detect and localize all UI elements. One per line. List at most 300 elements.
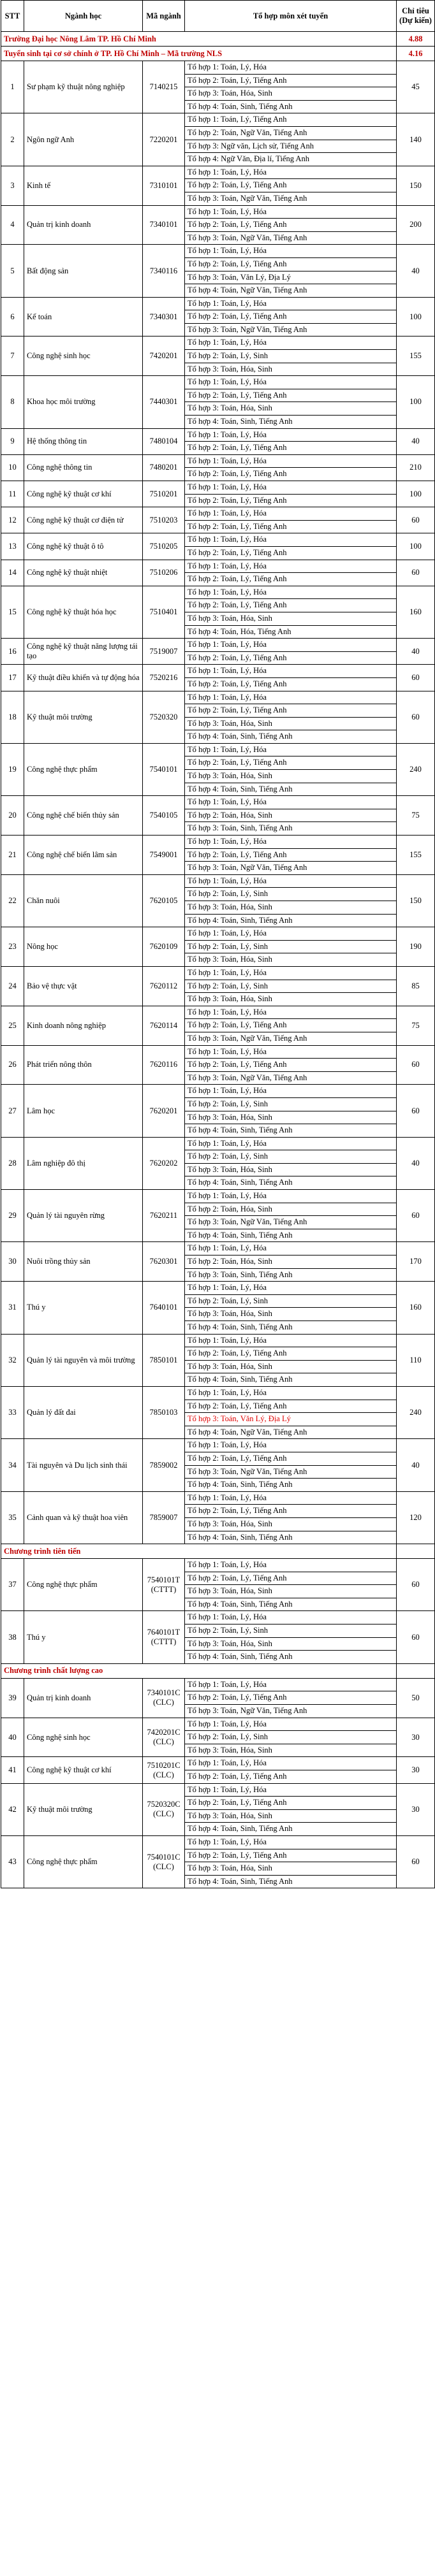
combo-item: Tổ hợp 1: Toán, Lý, Hóa [188, 1758, 267, 1768]
combo-item: Tổ hợp 4: Toán, Sinh, Tiếng Anh [185, 1373, 396, 1386]
row-quota: 100 [397, 533, 435, 560]
combo-item: Tổ hợp 2: Toán, Lý, Tiếng Anh [185, 218, 396, 231]
row-quota: 60 [397, 1559, 435, 1611]
row-quota: 120 [397, 1491, 435, 1544]
row-quota: 40 [397, 639, 435, 665]
row-code: 7859007 [143, 1491, 185, 1544]
row-code: 7620301 [143, 1242, 185, 1282]
row-quota: 60 [397, 1835, 435, 1888]
row-major: Công nghệ chế biến thủy sản [24, 796, 143, 836]
section-label: Trường Đại học Nông Lâm TP. Hồ Chí Minh [1, 32, 397, 47]
row-major: Công nghệ thực phẩm [24, 1559, 143, 1611]
combo-item: Tổ hợp 3: Toán, Hóa, Sinh [185, 612, 396, 625]
combo-item: Tổ hợp 1: Toán, Lý, Hóa [188, 1719, 267, 1728]
combo-item: Tổ hợp 1: Toán, Lý, Hóa [188, 1440, 267, 1450]
row-code: 7220201 [143, 113, 185, 166]
combo-item: Tổ hợp 2: Toán, Lý, Sinh [185, 1097, 396, 1111]
combo-item: Tổ hợp 1: Toán, Lý, Hóa [188, 482, 267, 491]
row-major: Lâm nghiệp đô thị [24, 1137, 143, 1189]
combo-item: Tổ hợp 3: Toán, Ngữ Văn, Tiếng Anh [185, 1215, 396, 1229]
combo-item: Tổ hợp 3: Toán, Hóa, Sinh [185, 769, 396, 783]
table-row [1, 297, 435, 336]
table-row [1, 586, 435, 638]
row-quota: 30 [397, 1783, 435, 1835]
combo-item: Tổ hợp 2: Toán, Lý, Tiếng Anh [185, 572, 396, 586]
row-combos [185, 376, 397, 428]
combo-item: Tổ hợp 2: Toán, Lý, Tiếng Anh [185, 1572, 396, 1585]
row-combos [185, 1190, 397, 1242]
row-combos [185, 507, 397, 533]
combo-item: Tổ hợp 1: Toán, Lý, Hóa [188, 1243, 267, 1253]
row-major: Thú y [24, 1611, 143, 1663]
row-stt: 8 [1, 376, 24, 428]
table-row [1, 1282, 435, 1334]
row-code: 7310101 [143, 166, 185, 205]
combo-item: Tổ hợp 1: Toán, Lý, Hóa [188, 1138, 267, 1148]
combo-item: Tổ hợp 3: Toán, Ngữ Văn, Tiếng Anh [185, 1032, 396, 1045]
combo-item: Tổ hợp 1: Toán, Lý, Hóa [188, 797, 267, 807]
table-row [1, 245, 435, 297]
row-combos [185, 1386, 397, 1438]
combo-item: Tổ hợp 2: Toán, Lý, Tiếng Anh [185, 310, 396, 323]
section-row [1, 1663, 435, 1678]
table-row [1, 166, 435, 205]
row-quota: 40 [397, 1439, 435, 1491]
row-stt: 39 [1, 1678, 24, 1718]
combo-item: Tổ hợp 1: Toán, Lý, Hóa [188, 535, 267, 544]
combo-item: Tổ hợp 2: Toán, Lý, Tiếng Anh [185, 74, 396, 87]
row-combos [185, 966, 397, 1006]
row-quota: 60 [397, 507, 435, 533]
combo-item: Tổ hợp 3: Toán, Hóa, Sinh [185, 1862, 396, 1875]
row-major: Kỹ thuật điều khiển và tự động hóa [24, 665, 143, 691]
row-code: 7540101C (CLC) [143, 1835, 185, 1888]
combo-item: Tổ hợp 4: Toán, Sinh, Tiếng Anh [185, 1875, 396, 1888]
combo-item: Tổ hợp 3: Toán, Hóa, Sinh [185, 363, 396, 376]
row-stt: 32 [1, 1334, 24, 1386]
combo-item: Tổ hợp 2: Toán, Lý, Tiếng Anh [185, 1770, 396, 1783]
row-code: 7340116 [143, 245, 185, 297]
table-row [1, 533, 435, 560]
row-code: 7620211 [143, 1190, 185, 1242]
row-quota: 60 [397, 691, 435, 743]
row-combos [185, 796, 397, 836]
row-code: 7520320 [143, 691, 185, 743]
row-combos [185, 1282, 397, 1334]
row-combos [185, 691, 397, 743]
combo-item: Tổ hợp 2: Toán, Lý, Sinh [185, 1150, 396, 1163]
row-stt: 15 [1, 586, 24, 638]
combo-item: Tổ hợp 2: Toán, Lý, Tiếng Anh [185, 389, 396, 402]
row-stt: 11 [1, 481, 24, 507]
combo-item: Tổ hợp 2: Toán, Lý, Tiếng Anh [185, 1400, 396, 1413]
row-quota: 40 [397, 245, 435, 297]
row-combos [185, 1006, 397, 1045]
section-label: Chương trình tiên tiến [1, 1544, 397, 1559]
table-row [1, 507, 435, 533]
row-combos [185, 166, 397, 205]
combo-item: Tổ hợp 1: Toán, Lý, Hóa [188, 1679, 267, 1689]
row-code: 7620109 [143, 927, 185, 967]
row-stt: 7 [1, 336, 24, 376]
combo-item: Tổ hợp 3: Toán, Hóa, Sinh [185, 87, 396, 100]
row-code: 7520320C (CLC) [143, 1783, 185, 1835]
combo-item: Tổ hợp 1: Toán, Lý, Hóa [188, 1387, 267, 1397]
row-code: 7540101T (CTTT) [143, 1559, 185, 1611]
row-quota: 100 [397, 481, 435, 507]
row-quota: 210 [397, 454, 435, 481]
row-code: 7440301 [143, 376, 185, 428]
combo-item: Tổ hợp 2: Toán, Lý, Tiếng Anh [185, 494, 396, 507]
row-major: Công nghệ kỹ thuật ô tô [24, 533, 143, 560]
row-quota: 60 [397, 1190, 435, 1242]
row-combos [185, 454, 397, 481]
row-major: Phát triển nông thôn [24, 1045, 143, 1085]
row-combos [185, 1678, 397, 1718]
combo-item: Tổ hợp 2: Toán, Lý, Tiếng Anh [185, 1504, 396, 1517]
row-quota: 60 [397, 1085, 435, 1137]
combo-item: Tổ hợp 3: Toán, Hóa, Sinh [185, 953, 396, 966]
row-major: Quản trị kinh doanh [24, 1678, 143, 1718]
combo-item: Tổ hợp 1: Toán, Lý, Hóa [188, 1560, 267, 1570]
row-quota: 100 [397, 297, 435, 336]
combo-item: Tổ hợp 3: Toán, Ngữ Văn, Tiếng Anh [185, 1071, 396, 1085]
combo-item: Tổ hợp 1: Toán, Lý, Hóa [188, 561, 267, 570]
combo-item: Tổ hợp 3: Toán, Ngữ Văn, Tiếng Anh [185, 231, 396, 245]
row-combos [185, 1783, 397, 1835]
row-quota: 75 [397, 796, 435, 836]
table-row [1, 61, 435, 113]
row-stt: 40 [1, 1718, 24, 1757]
table-row [1, 874, 435, 927]
admissions-table [1, 0, 435, 1888]
combo-item: Tổ hợp 1: Toán, Lý, Hóa [188, 692, 267, 702]
combo-item: Tổ hợp 2: Toán, Lý, Sinh [185, 1294, 396, 1308]
section-row [1, 47, 435, 61]
row-quota: 60 [397, 1045, 435, 1085]
row-major: Nông học [24, 927, 143, 967]
section-quota [397, 1663, 435, 1678]
combo-item: Tổ hợp 3: Toán, Sinh, Tiếng Anh [185, 1268, 396, 1282]
row-major: Quản trị kinh doanh [24, 205, 143, 245]
row-code: 7480201 [143, 454, 185, 481]
table-row [1, 1559, 435, 1611]
row-stt: 12 [1, 507, 24, 533]
combo-item: Tổ hợp 4: Toán, Ngữ Văn, Tiếng Anh [185, 1426, 396, 1439]
combo-item: Tổ hợp 1: Toán, Lý, Hóa [188, 1046, 267, 1056]
table-row [1, 743, 435, 795]
combo-item: Tổ hợp 3: Toán, Ngữ Văn, Tiếng Anh [185, 323, 396, 336]
combo-item: Tổ hợp 1: Toán, Lý, Hóa [188, 967, 267, 977]
combo-item: Tổ hợp 3: Toán, Văn Lý, Địa Lý [185, 271, 396, 284]
row-quota: 85 [397, 966, 435, 1006]
table-row [1, 639, 435, 665]
row-quota: 100 [397, 376, 435, 428]
row-major: Cảnh quan và kỹ thuật hoa viên [24, 1491, 143, 1544]
combo-item: Tổ hợp 3: Toán, Văn Lý, Địa Lý [185, 1412, 396, 1426]
combo-item: Tổ hợp 3: Toán, Hóa, Sinh [185, 1111, 396, 1124]
table-row [1, 1137, 435, 1189]
combo-item: Tổ hợp 1: Toán, Lý, Hóa [188, 666, 267, 676]
row-stt: 9 [1, 428, 24, 454]
row-stt: 38 [1, 1611, 24, 1663]
combo-item: Tổ hợp 2: Toán, Hóa, Sinh [185, 809, 396, 822]
row-code: 7540101 [143, 743, 185, 795]
row-code: 7620116 [143, 1045, 185, 1085]
combo-item: Tổ hợp 2: Toán, Lý, Sinh [185, 940, 396, 953]
table-row [1, 1835, 435, 1888]
row-combos [185, 1757, 397, 1783]
row-code: 7420201C (CLC) [143, 1718, 185, 1757]
table-row [1, 481, 435, 507]
row-stt: 20 [1, 796, 24, 836]
combo-item: Tổ hợp 1: Toán, Lý, Hóa [188, 338, 267, 347]
row-major: Công nghệ thông tin [24, 454, 143, 481]
combo-item: Tổ hợp 4: Toán, Sinh, Tiếng Anh [185, 730, 396, 743]
row-code: 7640101 [143, 1282, 185, 1334]
row-stt: 22 [1, 874, 24, 927]
combo-item: Tổ hợp 4: Toán, Sinh, Tiếng Anh [185, 1478, 396, 1491]
row-quota: 40 [397, 1137, 435, 1189]
combo-item: Tổ hợp 4: Toán, Hóa, Tiếng Anh [185, 625, 396, 639]
row-combos [185, 205, 397, 245]
row-combos [185, 1085, 397, 1137]
row-stt: 37 [1, 1559, 24, 1611]
combo-item: Tổ hợp 2: Toán, Lý, Tiếng Anh [185, 257, 396, 271]
section-row [1, 1544, 435, 1559]
table-row [1, 1439, 435, 1491]
combo-item: Tổ hợp 1: Toán, Lý, Hóa [188, 456, 267, 465]
row-major: Công nghệ thực phẩm [24, 743, 143, 795]
table-row [1, 796, 435, 836]
table-row [1, 454, 435, 481]
table-row [1, 113, 435, 166]
row-major: Công nghệ sinh học [24, 336, 143, 376]
header-major: Ngành học [24, 1, 143, 32]
row-combos [185, 665, 397, 691]
row-combos [185, 245, 397, 297]
combo-item: Tổ hợp 3: Toán, Hóa, Sinh [185, 1584, 396, 1598]
row-code: 7340101C (CLC) [143, 1678, 185, 1718]
row-major: Kỹ thuật môi trường [24, 691, 143, 743]
combo-item: Tổ hợp 1: Toán, Lý, Hóa [188, 509, 267, 518]
combo-item: Tổ hợp 4: Toán, Sinh, Tiếng Anh [185, 1598, 396, 1611]
table-row [1, 1678, 435, 1718]
table-row [1, 927, 435, 967]
combo-item: Tổ hợp 2: Toán, Lý, Tiếng Anh [185, 441, 396, 454]
row-quota: 140 [397, 113, 435, 166]
row-stt: 1 [1, 61, 24, 113]
row-stt: 3 [1, 166, 24, 205]
combo-item: Tổ hợp 3: Toán, Hóa, Sinh [185, 1517, 396, 1531]
combo-item: Tổ hợp 1: Toán, Lý, Hóa [188, 744, 267, 754]
combo-item: Tổ hợp 1: Toán, Lý, Hóa [188, 1007, 267, 1017]
row-code: 7510401 [143, 586, 185, 638]
row-quota: 30 [397, 1757, 435, 1783]
combo-item: Tổ hợp 3: Toán, Hóa, Sinh [185, 992, 396, 1006]
combo-item: Tổ hợp 4: Toán, Sinh, Tiếng Anh [185, 1124, 396, 1137]
table-row [1, 1491, 435, 1544]
row-quota: 30 [397, 1718, 435, 1757]
row-code: 7480104 [143, 428, 185, 454]
row-combos [185, 113, 397, 166]
combo-item: Tổ hợp 2: Toán, Lý, Tiếng Anh [185, 677, 396, 691]
row-code: 7340301 [143, 297, 185, 336]
combo-item: Tổ hợp 3: Toán, Hóa, Sinh [185, 402, 396, 415]
row-code: 7850101 [143, 1334, 185, 1386]
table-row [1, 205, 435, 245]
section-row [1, 32, 435, 47]
combo-item: Tổ hợp 1: Toán, Lý, Hóa [188, 1086, 267, 1096]
row-combos [185, 1491, 397, 1544]
row-code: 7620112 [143, 966, 185, 1006]
row-combos [185, 1137, 397, 1189]
combo-item: Tổ hợp 3: Toán, Hóa, Sinh [185, 1307, 396, 1321]
row-quota: 75 [397, 1006, 435, 1045]
row-major: Kế toán [24, 297, 143, 336]
row-quota: 60 [397, 560, 435, 586]
row-quota: 150 [397, 874, 435, 927]
row-major: Nuôi trồng thủy sản [24, 1242, 143, 1282]
row-code: 7510203 [143, 507, 185, 533]
combo-item: Tổ hợp 2: Toán, Lý, Tiếng Anh [185, 546, 396, 560]
combo-item: Tổ hợp 2: Toán, Lý, Sinh [185, 1730, 396, 1744]
row-code: 7510206 [143, 560, 185, 586]
row-combos [185, 1559, 397, 1611]
table-row [1, 1242, 435, 1282]
combo-item: Tổ hợp 1: Toán, Lý, Hóa [188, 246, 267, 256]
combo-item: Tổ hợp 1: Toán, Lý, Hóa [188, 1191, 267, 1201]
combo-item: Tổ hợp 1: Toán, Lý, Hóa [188, 929, 267, 938]
combo-item: Tổ hợp 4: Toán, Sinh, Tiếng Anh [185, 1822, 396, 1835]
combo-item: Tổ hợp 3: Toán, Hóa, Sinh [185, 717, 396, 730]
row-major: Thú y [24, 1282, 143, 1334]
combo-item: Tổ hợp 2: Toán, Lý, Tiếng Anh [185, 598, 396, 612]
combo-item: Tổ hợp 4: Toán, Sinh, Tiếng Anh [185, 415, 396, 428]
section-quota: 4.16 [397, 47, 435, 61]
row-major: Ngôn ngữ Anh [24, 113, 143, 166]
row-code: 7519007 [143, 639, 185, 665]
row-quota: 150 [397, 166, 435, 205]
row-combos [185, 874, 397, 927]
combo-item: Tổ hợp 2: Toán, Lý, Sinh [185, 1624, 396, 1637]
table-row [1, 836, 435, 875]
row-combos [185, 428, 397, 454]
row-combos [185, 927, 397, 967]
row-quota: 60 [397, 665, 435, 691]
row-quota: 45 [397, 61, 435, 113]
header-stt: STT [1, 1, 24, 32]
combo-item: Tổ hợp 2: Toán, Lý, Sinh [185, 980, 396, 993]
row-quota: 190 [397, 927, 435, 967]
combo-item: Tổ hợp 1: Toán, Lý, Tiếng Anh [188, 115, 287, 124]
table-row [1, 1085, 435, 1137]
combo-item: Tổ hợp 3: Ngữ văn, Lịch sử, Tiếng Anh [185, 140, 396, 153]
row-combos [185, 1045, 397, 1085]
row-major: Quản lý tài nguyên rừng [24, 1190, 143, 1242]
row-quota: 240 [397, 743, 435, 795]
row-combos [185, 1611, 397, 1663]
row-stt: 5 [1, 245, 24, 297]
row-combos [185, 336, 397, 376]
combo-item: Tổ hợp 4: Toán, Sinh, Tiếng Anh [185, 1321, 396, 1334]
row-combos [185, 1334, 397, 1386]
row-code: 7420201 [143, 336, 185, 376]
row-code: 7510201C (CLC) [143, 1757, 185, 1783]
row-major: Tài nguyên và Du lịch sinh thái [24, 1439, 143, 1491]
row-major: Quản lý tài nguyên và môi trường [24, 1334, 143, 1386]
row-combos [185, 1242, 397, 1282]
row-combos [185, 1835, 397, 1888]
row-code: 7859002 [143, 1439, 185, 1491]
table-row [1, 1190, 435, 1242]
row-major: Công nghệ kỹ thuật cơ điện tử [24, 507, 143, 533]
header-quota: Chỉ tiêu (Dự kiến) [397, 1, 435, 32]
row-stt: 25 [1, 1006, 24, 1045]
table-body [1, 32, 435, 1888]
row-stt: 2 [1, 113, 24, 166]
row-quota: 155 [397, 336, 435, 376]
row-code: 7640101T (CTTT) [143, 1611, 185, 1663]
row-stt: 19 [1, 743, 24, 795]
row-stt: 31 [1, 1282, 24, 1334]
row-code: 7520216 [143, 665, 185, 691]
row-major: Hệ thống thông tin [24, 428, 143, 454]
combo-item: Tổ hợp 2: Toán, Lý, Sinh [185, 887, 396, 901]
combo-item: Tổ hợp 1: Toán, Lý, Hóa [188, 167, 267, 177]
row-quota: 155 [397, 836, 435, 875]
row-code: 7620114 [143, 1006, 185, 1045]
table-row [1, 1718, 435, 1757]
row-stt: 13 [1, 533, 24, 560]
row-quota: 170 [397, 1242, 435, 1282]
combo-item: Tổ hợp 1: Toán, Lý, Hóa [188, 430, 267, 439]
row-stt: 27 [1, 1085, 24, 1137]
combo-item: Tổ hợp 4: Toán, Sinh, Tiếng Anh [185, 100, 396, 113]
combo-item: Tổ hợp 2: Toán, Hóa, Sinh [185, 1203, 396, 1216]
row-stt: 34 [1, 1439, 24, 1491]
table-header-row [1, 1, 435, 32]
table-row [1, 665, 435, 691]
combo-item: Tổ hợp 1: Toán, Lý, Hóa [188, 298, 267, 308]
combo-item: Tổ hợp 2: Toán, Lý, Tiếng Anh [185, 1796, 396, 1809]
table-row [1, 1334, 435, 1386]
combo-item: Tổ hợp 2: Toán, Lý, Sinh [185, 349, 396, 363]
row-code: 7620201 [143, 1085, 185, 1137]
row-major: Công nghệ kỹ thuật cơ khí [24, 1757, 143, 1783]
row-stt: 41 [1, 1757, 24, 1783]
row-quota: 60 [397, 1611, 435, 1663]
combo-item: Tổ hợp 3: Toán, Hóa, Sinh [185, 1809, 396, 1823]
combo-item: Tổ hợp 3: Toán, Sinh, Tiếng Anh [185, 821, 396, 835]
row-major: Bảo vệ thực vật [24, 966, 143, 1006]
row-combos [185, 639, 397, 665]
table-row [1, 1006, 435, 1045]
row-stt: 4 [1, 205, 24, 245]
row-major: Công nghệ sinh học [24, 1718, 143, 1757]
row-combos [185, 1439, 397, 1491]
table-row [1, 1757, 435, 1783]
combo-item: Tổ hợp 4: Toán, Sinh, Tiếng Anh [185, 783, 396, 796]
combo-item: Tổ hợp 2: Toán, Hóa, Sinh [185, 1255, 396, 1268]
row-combos [185, 61, 397, 113]
combo-item: Tổ hợp 1: Toán, Lý, Hóa [188, 1784, 267, 1794]
combo-item: Tổ hợp 1: Toán, Lý, Hóa [188, 1493, 267, 1502]
row-major: Kỹ thuật môi trường [24, 1783, 143, 1835]
row-major: Lâm học [24, 1085, 143, 1137]
row-combos [185, 586, 397, 638]
combo-item: Tổ hợp 4: Toán, Sinh, Tiếng Anh [185, 1176, 396, 1189]
